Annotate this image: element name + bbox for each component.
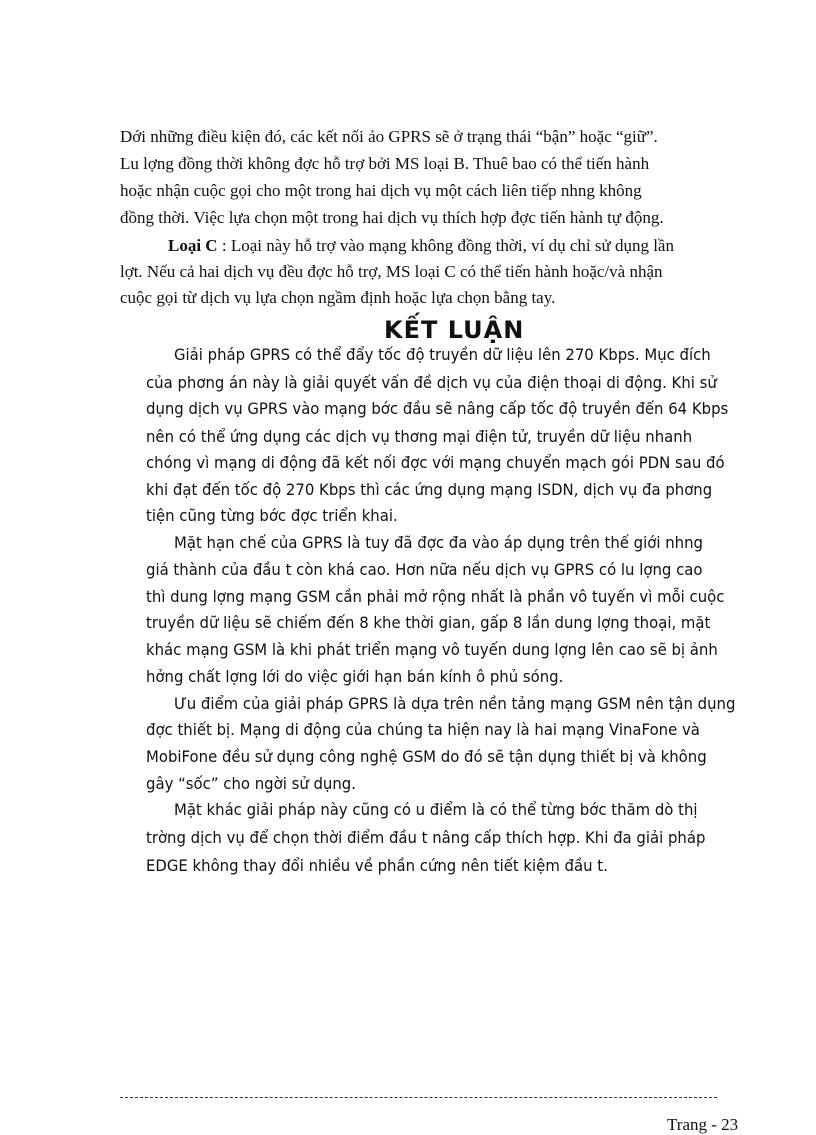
text-line: Mặt hạn chế của GPRS là tuy đã đợc đa vào áp dụng trên thế giới nhng xyxy=(174,533,703,552)
text-line: Dới những điều kiện đó, các kết nối ảo GPRS sẽ ở trạng thái “bận” hoặc “giữ”. xyxy=(120,127,658,146)
text-line: nên có thể ứng dụng các dịch vụ thơng mại điện tử, truyền dữ liệu nhanh xyxy=(146,427,693,446)
footer-divider xyxy=(120,1097,717,1098)
text-line: cuộc gọi từ dịch vụ lựa chọn ngầm định hoặc lựa chọn bằng tay. xyxy=(120,288,556,307)
text-line: của phơng án này là giải quyết vấn đề dịch vụ của điện thoại di động. Khi sử xyxy=(146,373,717,392)
text-line: đồng thời. Việc lựa chọn một trong hai dịch vụ thích hợp đợc tiến hành tự động. xyxy=(120,208,664,227)
page-number: Trang - 23 xyxy=(667,1115,739,1134)
text-line: tiện cũng từng bớc đợc triển khai. xyxy=(146,506,398,525)
text-line: gây “sốc” cho ngời sử dụng. xyxy=(146,774,356,793)
section-heading: KẾT LUẬN xyxy=(384,316,525,344)
text-line: đợc thiết bị. Mạng di động của chúng ta hiện nay là hai mạng VinaFone và xyxy=(146,720,700,739)
text-line: trờng dịch vụ để chọn thời điểm đầu t nâng cấp thích hợp. Khi đa giải pháp xyxy=(146,828,706,847)
text-line: EDGE không thay đổi nhiều về phần cứng nên tiết kiệm đầu t. xyxy=(146,856,608,875)
text-line: truyền dữ liệu sẽ chiếm đến 8 khe thời gian, gấp 8 lần dung lợng thoại, mặt xyxy=(146,613,711,632)
text-line xyxy=(168,236,674,256)
loai-c-label: Loại C xyxy=(168,236,218,255)
text-line: Giải pháp GPRS có thể đẩy tốc độ truyền dữ liệu lên 270 Kbps. Mục đích xyxy=(174,345,711,364)
text-line: hoặc nhận cuộc gọi cho một trong hai dịch vụ một cách liên tiếp nhng không xyxy=(120,181,642,200)
text-line: MobiFone đều sử dụng công nghệ GSM do đó sẽ tận dụng thiết bị và không xyxy=(146,747,707,766)
text-line: chóng vì mạng di động đã kết nối đợc với mạng chuyển mạch gói PDN sau đó xyxy=(146,453,725,472)
text-line: Lu lợng đồng thời không đợc hỗ trợ bởi MS loại B. Thuê bao có thể tiến hành xyxy=(120,154,650,173)
text-span: : Loại này hỗ trợ vào mạng không đồng thời, ví dụ chỉ sử dụng lần xyxy=(217,236,674,255)
text-line: giá thành của đầu t còn khá cao. Hơn nữa nếu dịch vụ GPRS có lu lợng cao xyxy=(146,560,703,579)
text-line: thì dung lợng mạng GSM cần phải mở rộng nhất là phần vô tuyến vì mỗi cuộc xyxy=(146,587,725,606)
text-line: khác mạng GSM là khi phát triển mạng vô tuyến dung lợng lên cao sẽ bị ảnh xyxy=(146,640,718,659)
text-line: lợt. Nếu cả hai dịch vụ đều đợc hỗ trợ, MS loại C có thể tiến hành hoặc/và nhận xyxy=(120,262,663,281)
text-line: Ưu điểm của giải pháp GPRS là dựa trên nền tảng mạng GSM nên tận dụng xyxy=(174,694,736,713)
text-line: khi đạt đến tốc độ 270 Kbps thì các ứng dụng mạng ISDN, dịch vụ đa phơng xyxy=(146,480,713,499)
text-line: dụng dịch vụ GPRS vào mạng bớc đầu sẽ nâng cấp tốc độ truyền đến 64 Kbps xyxy=(146,399,729,418)
text-line: hởng chất lợng lới do việc giới hạn bán kính ô phủ sóng. xyxy=(146,667,564,686)
text-line: Mặt khác giải pháp này cũng có u điểm là có thể từng bớc thăm dò thị xyxy=(174,800,698,819)
